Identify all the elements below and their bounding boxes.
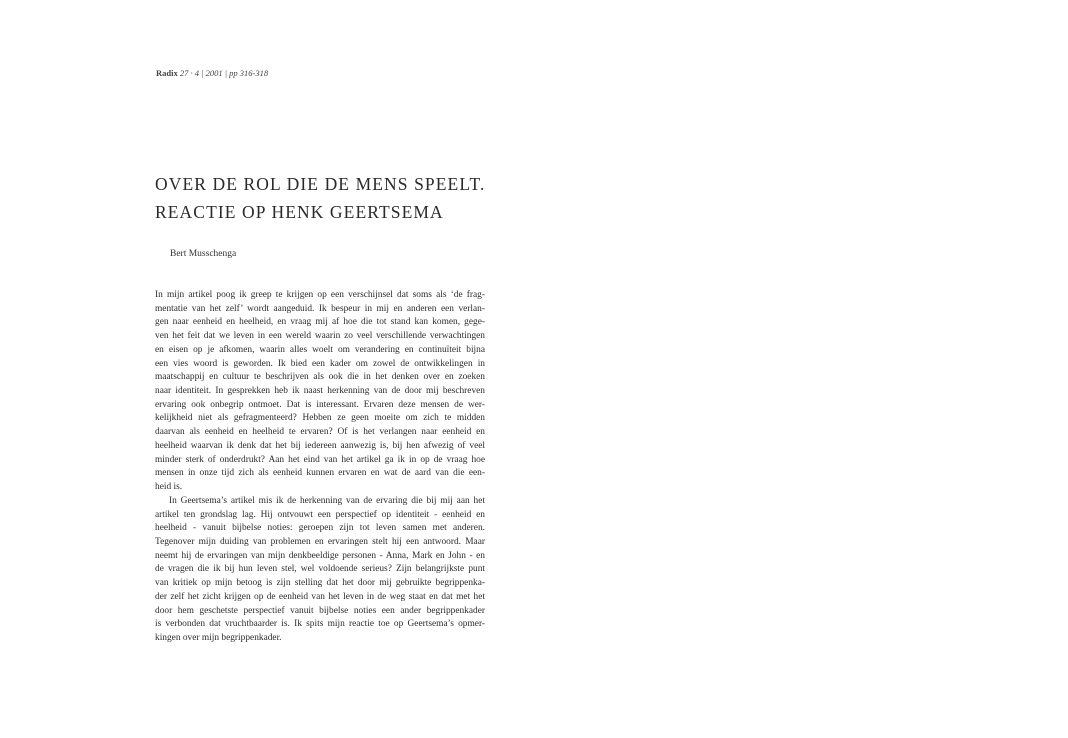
article-title <box>155 170 485 226</box>
text-line: daarvan als eenheid en heelheid te ervaren? Of is het verlangen naar eenheid en <box>155 427 485 438</box>
text-line: door hem geschetste perspectief vanuit bijbelse noties een ander begrippenkader <box>155 605 485 616</box>
text-line: In Geertsema’s artikel mis ik de herkenning van de ervaring die bij mij aan het <box>169 495 485 506</box>
title-line-1: OVER DE ROL DIE DE MENS SPEELT. <box>155 174 486 194</box>
text-line: Tegenover mijn duiding van problemen en ervaringen stelt hij een antwoord. Maar <box>155 536 485 547</box>
text-line: maatschappij en cultuur te beschrijven als ook die in het denken over en zoeken <box>155 372 485 383</box>
text-line: en eisen op je afkomen, waarin alles woelt om verandering en continuïteit bijna <box>155 344 485 355</box>
text-line: is verbonden dat vruchtbaarder is. Ik spits mijn reactie toe op Geertsema’s opmer- <box>155 619 485 630</box>
title-line-2: REACTIE OP HENK GEERTSEMA <box>155 202 444 222</box>
text-line: kelijkheid niet als gefragmenteerd? Hebben ze geen moeite om zich te midden <box>155 413 485 424</box>
text-line: der zelf het zicht krijgen op de eenheid van het leven in de weg staat en dat met het <box>155 591 485 602</box>
text-line: neemt hij de ervaringen van mijn denkbeeldige personen - Anna, Mark en John - en <box>155 550 485 561</box>
paragraph-2 <box>155 495 485 646</box>
issue-pages: 27 · 4 | 2001 | pp 316-318 <box>179 68 269 78</box>
text-line: heelheid waarvan ik denk dat het bij iedereen aanwezig is, bij hen afwezig of veel <box>155 440 485 451</box>
text-line: heid is. <box>155 482 183 493</box>
text-line: naar identiteit. In gesprekken heb ik naast herkenning van de door mij beschreven <box>155 386 485 397</box>
text-line: minder sterk of onderdrukt? Aan het eind van het artikel ga ik in op de vraag hoe <box>155 454 485 465</box>
running-header <box>156 68 268 78</box>
text-line: heelheid - vanuit bijbelse noties: geroepen zijn tot leven samen met anderen. <box>155 523 485 534</box>
paragraph-1 <box>155 289 485 495</box>
text-line: mentatie van het zelf’ wordt aangeduid. Ik bespeur in mij en anderen een verlan- <box>155 303 485 314</box>
text-line: kingen over mijn begrippenkader. <box>155 632 282 643</box>
text-line: ervaring ook onbegrip ontmoet. Dat is interessant. Ervaren deze mensen de wer- <box>155 399 485 410</box>
text-line: In mijn artikel poog ik greep te krijgen op een verschijnsel dat soms als ‘de frag- <box>155 290 485 300</box>
text-line: ven het feit dat we leven in een wereld waarin zo veel verschillende verwachtingen <box>155 331 485 342</box>
author-name: Bert Musschenga <box>170 249 237 259</box>
text-line: de vragen die ik bij hun leven stel, wel voldoende serieus? Zijn belangrijkste punt <box>155 564 485 575</box>
text-line: een vies woord is geworden. Ik bied een kader om zowel de ontwikkelingen in <box>155 358 485 369</box>
journal-name: Radix <box>156 68 178 78</box>
text-line: mensen in onze tijd zich als eenheid kunnen ervaren en wat de aard van die een- <box>155 468 485 479</box>
article-body <box>155 289 485 646</box>
text-line: van kritiek op mijn betoog is zijn stelling dat het door mij gebruikte begrippenka- <box>155 578 485 589</box>
text-line: gen naar eenheid en heelheid, en vraag mij af hoe die tot stand kan komen, gege- <box>155 317 485 328</box>
text-line: artikel ten grondslag lag. Hij ontvouwt een perspectief op identiteit - eenheid en <box>155 509 485 520</box>
